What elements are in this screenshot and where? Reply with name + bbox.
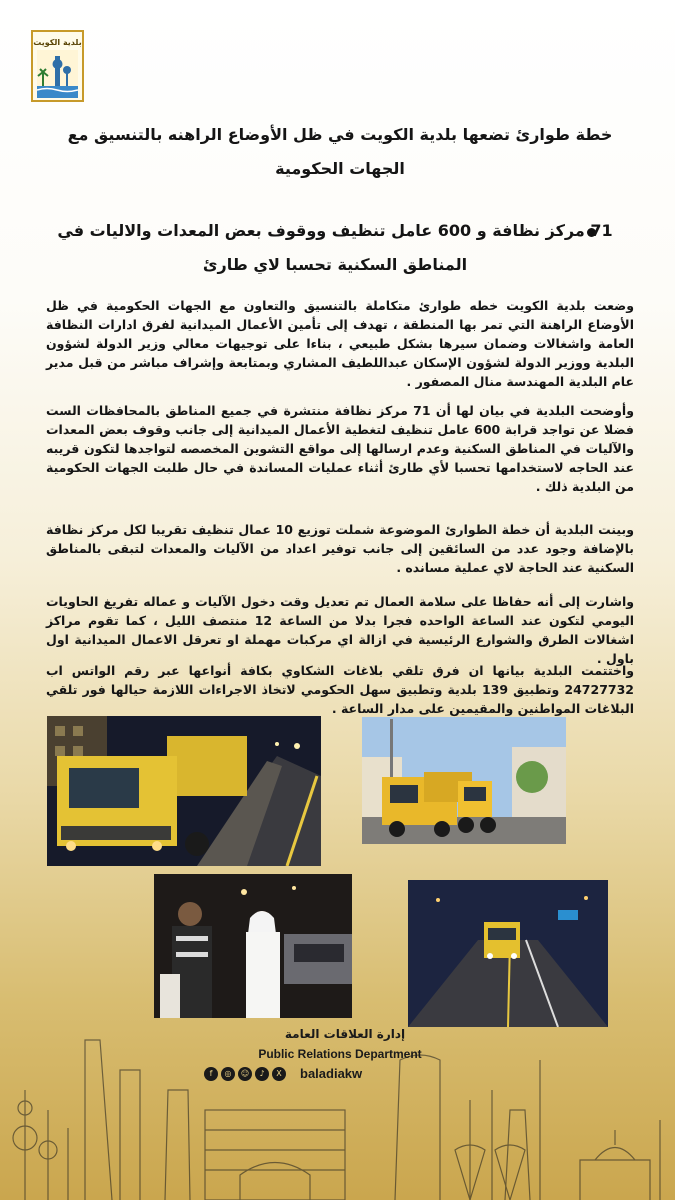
instagram-icon[interactable]: ◎ [221,1067,235,1081]
x-icon[interactable]: X [272,1067,286,1081]
department-name-arabic: إدارة العلاقات العامة [284,1027,406,1041]
photo-officials [154,874,352,1018]
photo-day-truck [362,717,566,844]
kuwait-municipality-logo [31,30,84,102]
page-subtitle: 71 مركز نظافة و 600 عامل تنظيف ووقوف بعض المعدات والاليات في المناطق السكنية تحسبا لاي طارئ [57,221,613,274]
logo-emblem-icon [37,50,78,98]
paragraph-3: وبينت البلدية أن خطة الطوارئ الموضوعة شملت توزيع 10 عمال تنظيف تقريبا لكل مركز نظافة بالإضافة وجود عدد من السائقين إلى جانب توفير اعداد من الآليات والمعدات لتبقى بالمناطق السكنية عند الحاجة لاي عملية مسانده . [46,522,634,575]
paragraph-1: وضعت بلدية الكويت خطه طوارئ متكاملة بالتنسيق والتعاون مع الجهات الحكومية في ظل الأوضاع الراهنة التي تمر بها المنطقة ، تهدف إلى تأمين الأعمال الميدانية لفرق ادارات النظافة العامة واشغالات وضمان سيرها بشكل طبيعي ، بناءا على توجيهات معالي وزير الدولة لشؤون البلدية ووزير الدولة لشؤون الإسكان عبداللطيف المشاري وبمتابعة وإشراف مباشر من قبل مدير عام البلدية المهندسة منال المصفور . [46,298,634,389]
tiktok-icon[interactable]: ♪ [255,1067,269,1081]
page-title: خطة طوارئ تضعها بلدية الكويت في ظل الأوضاع الراهنه بالتنسيق مع الجهات الحكومية [67,125,613,178]
paragraph-2: وأوضحت البلدية في بيان لها أن 71 مركز نظافة منتشرة في جميع المناطق بالمحافظات الست فضلا عن تواجد قرابة 600 عامل تنظيف لتغطية الأعمال الميدانية إلى جانب وقوف بعض المعدات والآليات في المناطق السكنية وعدم ارسالها إلى مواقع التشوين المخصصه لتواجدها لتكون قريبه عند الحاجه لاستخدامها تحسبا لأي طارئ أثناء عمليات المساندة في حال طلبت الجهات الحكومية من البلدية ذلك . [46,403,634,494]
logo-text: بلدية الكويت [33,38,82,47]
snapchat-icon[interactable]: ☺ [238,1067,252,1081]
paragraph-5: واختتمت البلدية بيانها ان فرق تلقي بلاغات الشكاوي بكافة أنواعها عبر رقم الواتس اب 24727732 وتطبيق 139 بلدية وتطبيق سهل الحكومي لاتخاذ الاجراءات اللازمة حيالها فور تلقي البلاغات المواطنين والمقيمين على مدار الساعة . [46,663,634,716]
photo-night-truck [47,716,321,866]
paragraph-4: واشارت إلى أنه حفاظا على سلامة العمال تم تعديل وقت دخول الآليات و عماله تفريغ الحاويات اليومي لتكون عند الساعة الواحده فجرا بدلا من الساعة 12 منتصف الليل ، كما تقوم مراكز اشغالات الطرق والشوارع الرئيسية في ازالة اي مركبات مهملة او تعرقل الاعمال الميدانية اول باول . [46,594,634,666]
social-handle[interactable]: baladiakw [300,1066,363,1081]
department-name-english: Public Relations Department [258,1047,422,1061]
facebook-icon[interactable]: f [204,1067,218,1081]
